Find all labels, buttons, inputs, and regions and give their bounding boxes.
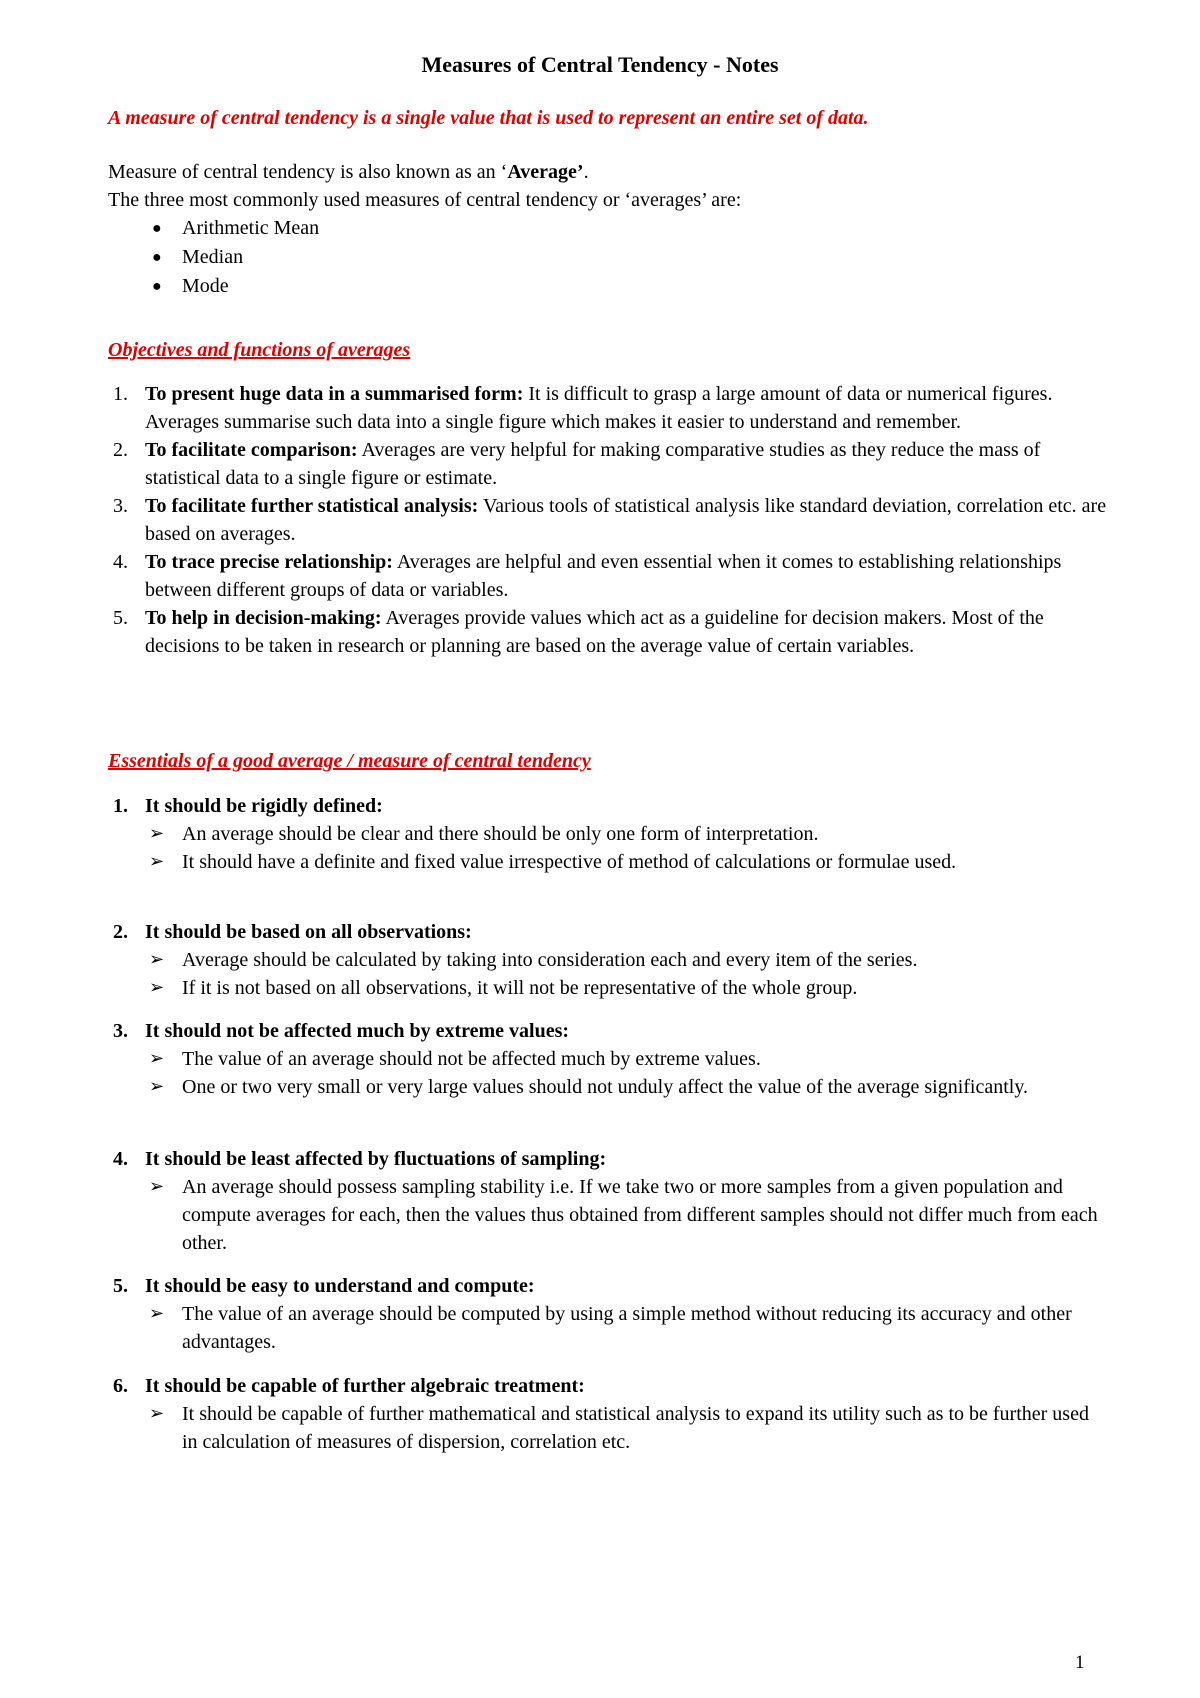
- list-item-label: Mode: [182, 275, 229, 297]
- objectives-heading: Objectives and functions of averages: [108, 339, 411, 361]
- essential-number: 4.: [113, 1148, 128, 1170]
- essential-title: [108, 1017, 1108, 1045]
- essential-block: [108, 918, 1108, 1002]
- page-number: 1: [1075, 1652, 1085, 1673]
- bullet-icon: ●: [152, 278, 162, 295]
- essential-block: [108, 1017, 1108, 1101]
- objective-title: To present huge data in a summarised form:: [145, 383, 524, 405]
- objective-number: 2.: [113, 439, 128, 461]
- intro-line-1: [108, 158, 741, 186]
- objective-item: [108, 436, 1108, 492]
- essential-point: [108, 1300, 1108, 1356]
- essential-title: [108, 1272, 1108, 1300]
- essential-number: 3.: [113, 1020, 128, 1042]
- bullet-icon: ●: [152, 249, 162, 266]
- essential-point: [108, 974, 1108, 1002]
- essential-point: [108, 820, 1108, 848]
- essential-block: [108, 1372, 1108, 1456]
- essential-point: [108, 848, 1108, 876]
- essential-title-text: It should be least affected by fluctuations of sampling:: [145, 1148, 607, 1170]
- essential-number: 5.: [113, 1275, 128, 1297]
- essential-point: [108, 1400, 1108, 1456]
- essential-title-text: It should be capable of further algebraic treatment:: [145, 1375, 585, 1397]
- objective-text: It is difficult to grasp a large amount of data or numerical figures. Averages summarise such data into a single figure which makes it easier to understand and remember.: [145, 383, 1053, 433]
- list-item: [108, 272, 319, 301]
- essential-title-text: It should be based on all observations:: [145, 921, 472, 943]
- essential-point-text: If it is not based on all observations, it will not be representative of the whole group.: [182, 977, 858, 999]
- essential-title-text: It should be easy to understand and compute:: [145, 1275, 535, 1297]
- essential-title: [108, 792, 1108, 820]
- intro-block: [108, 158, 741, 214]
- essential-block: [108, 1145, 1108, 1257]
- objective-text: Averages are very helpful for making comparative studies as they reduce the mass of statistical data to a single figure or estimate.: [145, 439, 1041, 489]
- essential-block: [108, 1272, 1108, 1356]
- essential-number: 6.: [113, 1375, 128, 1397]
- arrow-bullet-icon: ➢: [149, 1076, 165, 1097]
- arrow-bullet-icon: ➢: [149, 1176, 165, 1197]
- list-item-label: Arithmetic Mean: [182, 217, 320, 239]
- list-item: [108, 243, 319, 272]
- essential-point-text: One or two very small or very large values should not unduly affect the value of the average significantly.: [182, 1076, 1029, 1098]
- averages-list: [108, 214, 319, 301]
- bullet-icon: ●: [152, 220, 162, 237]
- objective-text: Averages provide values which act as a guideline for decision makers. Most of the decisions to be taken in research or planning are based on the average value of certain variables.: [145, 607, 1044, 657]
- essential-number: 1.: [113, 795, 128, 817]
- list-item-label: Median: [182, 246, 244, 268]
- objectives-list: [108, 380, 1108, 660]
- arrow-bullet-icon: ➢: [149, 851, 165, 872]
- essential-point-text: Average should be calculated by taking into consideration each and every item of the series.: [182, 949, 918, 971]
- objective-number: 3.: [113, 495, 128, 517]
- essential-point-text: It should have a definite and fixed value irrespective of method of calculations or formulae used.: [182, 851, 957, 873]
- definition-text: A measure of central tendency is a single value that is used to represent an entire set of data.: [108, 107, 869, 129]
- arrow-bullet-icon: ➢: [149, 977, 165, 998]
- essential-block: [108, 792, 1108, 876]
- essential-title-text: It should not be affected much by extreme values:: [145, 1020, 570, 1042]
- essential-point-text: It should be capable of further mathematical and statistical analysis to expand its utility such as to be further used in calculation of measures of dispersion, correlation etc.: [182, 1403, 1089, 1453]
- objective-title: To help in decision-making:: [145, 607, 382, 629]
- essential-point: [108, 1045, 1108, 1073]
- average-term: Average’: [507, 161, 584, 183]
- essential-number: 2.: [113, 921, 128, 943]
- arrow-bullet-icon: ➢: [149, 1303, 165, 1324]
- essential-title: [108, 918, 1108, 946]
- intro-line-1-prefix: Measure of central tendency is also known as an ‘: [108, 161, 508, 183]
- intro-line-2: The three most commonly used measures of central tendency or ‘averages’ are:: [108, 189, 742, 211]
- objective-number: 4.: [113, 551, 128, 573]
- intro-line-1-suffix: .: [583, 161, 589, 183]
- list-item: [108, 214, 319, 243]
- essential-point-text: The value of an average should not be affected much by extreme values.: [182, 1048, 761, 1070]
- objective-item: [108, 492, 1108, 548]
- essential-title-text: It should be rigidly defined:: [145, 795, 383, 817]
- essential-point: [108, 1073, 1108, 1101]
- objective-item: [108, 548, 1108, 604]
- objective-item: [108, 604, 1108, 660]
- objective-number: 1.: [113, 383, 128, 405]
- essential-point-text: An average should be clear and there should be only one form of interpretation.: [182, 823, 819, 845]
- essential-point: [108, 1173, 1108, 1257]
- essential-title: [108, 1372, 1108, 1400]
- arrow-bullet-icon: ➢: [149, 823, 165, 844]
- essentials-heading: Essentials of a good average / measure of central tendency: [108, 750, 591, 772]
- essential-point-text: An average should possess sampling stability i.e. If we take two or more samples from a given population and compute averages for each, then the values thus obtained from different samples should not differ much from each other.: [182, 1176, 1098, 1254]
- essential-title: [108, 1145, 1108, 1173]
- arrow-bullet-icon: ➢: [149, 1048, 165, 1069]
- objective-text: Various tools of statistical analysis like standard deviation, correlation etc. are based on averages.: [145, 495, 1107, 545]
- essential-point-text: The value of an average should be computed by using a simple method without reducing its accuracy and other advantages.: [182, 1303, 1072, 1353]
- essential-point: [108, 946, 1108, 974]
- objective-text: Averages are helpful and even essential when it comes to establishing relationships between different groups of data or variables.: [145, 551, 1062, 601]
- arrow-bullet-icon: ➢: [149, 1403, 165, 1424]
- objective-title: To facilitate further statistical analysis:: [145, 495, 479, 517]
- objective-item: [108, 380, 1108, 436]
- objective-number: 5.: [113, 607, 128, 629]
- objective-title: To facilitate comparison:: [145, 439, 358, 461]
- page-title: Measures of Central Tendency - Notes: [421, 52, 779, 77]
- objective-title: To trace precise relationship:: [145, 551, 393, 573]
- arrow-bullet-icon: ➢: [149, 949, 165, 970]
